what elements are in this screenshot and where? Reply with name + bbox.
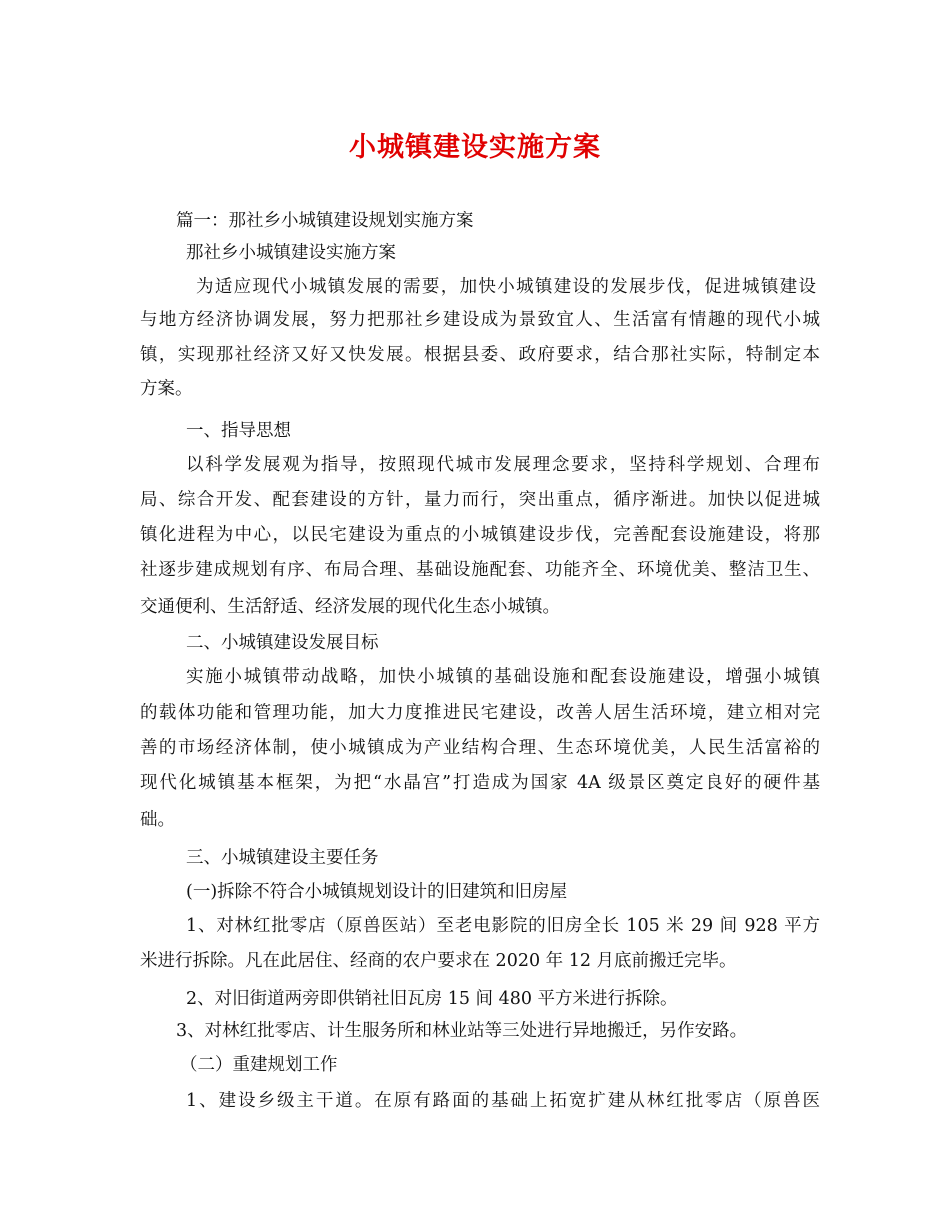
heading-development-goals: 二、小城镇建设发展目标 — [186, 633, 379, 653]
document-title: 小城镇建设实施方案 — [349, 132, 601, 163]
paragraph-line: 1、对林红批零店（原兽医站）至老电影院的旧房全长 105 米 29 间 928 平方 — [186, 916, 820, 936]
section-heading: 篇一：那社乡小城镇建设规划实施方案 — [176, 211, 474, 231]
paragraph-line: 以科学发展观为指导，按照现代城市发展理念要求，坚持科学规划、合理布 — [186, 455, 820, 475]
paragraph-line: 社逐步建成规划有序、布局合理、基础设施配套、功能齐全、环境优美、整洁卫生、 — [140, 560, 820, 580]
paragraph-line: 镇化进程为中心，以民宅建设为重点的小城镇建设步伐，完善配套设施建设，将那 — [140, 525, 820, 545]
paragraph-line: 交通便利、生活舒适、经济发展的现代化生态小城镇。 — [140, 597, 560, 617]
paragraph-line: 善的市场经济体制，使小城镇成为产业结构合理、生态环境优美，人民生活富裕的 — [140, 738, 820, 758]
paragraph-line: 与地方经济协调发展，努力把那社乡建设成为景致宜人、生活富有情趣的现代小城 — [140, 310, 820, 330]
paragraph-line: 镇，实现那社经济又好又快发展。根据县委、政府要求，结合那社实际，特制定本 — [140, 345, 820, 365]
paragraph-line: 的载体功能和管理功能，加大力度推进民宅建设，改善人居生活环境，建立相对完 — [140, 703, 820, 723]
paragraph-line: 方案。 — [140, 379, 193, 399]
paragraph-line: 1、建设乡级主干道。在原有路面的基础上拓宽扩建从林红批零店（原兽医 — [186, 1091, 820, 1111]
paragraph-line: 现代化城镇基本框架，为把“水晶宫”打造成为国家 4A 级景区奠定良好的硬件基 — [140, 773, 820, 793]
paragraph-line: 2、对旧街道两旁即供销社旧瓦房 15 间 480 平方米进行拆除。 — [186, 989, 678, 1009]
paragraph-line: 3、对林红批零店、计生服务所和林业站等三处进行异地搬迁，另作安路。 — [176, 1021, 748, 1041]
subtitle-line: 那社乡小城镇建设实施方案 — [186, 243, 396, 263]
subheading-demolition: (一)拆除不符合小城镇规划设计的旧建筑和旧房屋 — [186, 882, 568, 902]
subheading-rebuild-planning: （二）重建规划工作 — [180, 1055, 338, 1075]
paragraph-line: 实施小城镇带动战略，加快小城镇的基础设施和配套设施建设，增强小城镇 — [186, 667, 820, 687]
paragraph-line: 为适应现代小城镇发展的需要，加快小城镇建设的发展步伐，促进城镇建设 — [196, 277, 816, 297]
heading-main-tasks: 三、小城镇建设主要任务 — [186, 848, 379, 868]
paragraph-line: 米进行拆除。凡在此居住、经商的农户要求在 2020 年 12 月底前搬迁完毕。 — [140, 951, 737, 971]
heading-guiding-ideology: 一、指导思想 — [186, 421, 291, 441]
paragraph-line: 础。 — [140, 810, 175, 830]
paragraph-line: 局、综合开发、配套建设的方针，量力而行，突出重点，循序渐进。加快以促进城 — [140, 490, 820, 510]
